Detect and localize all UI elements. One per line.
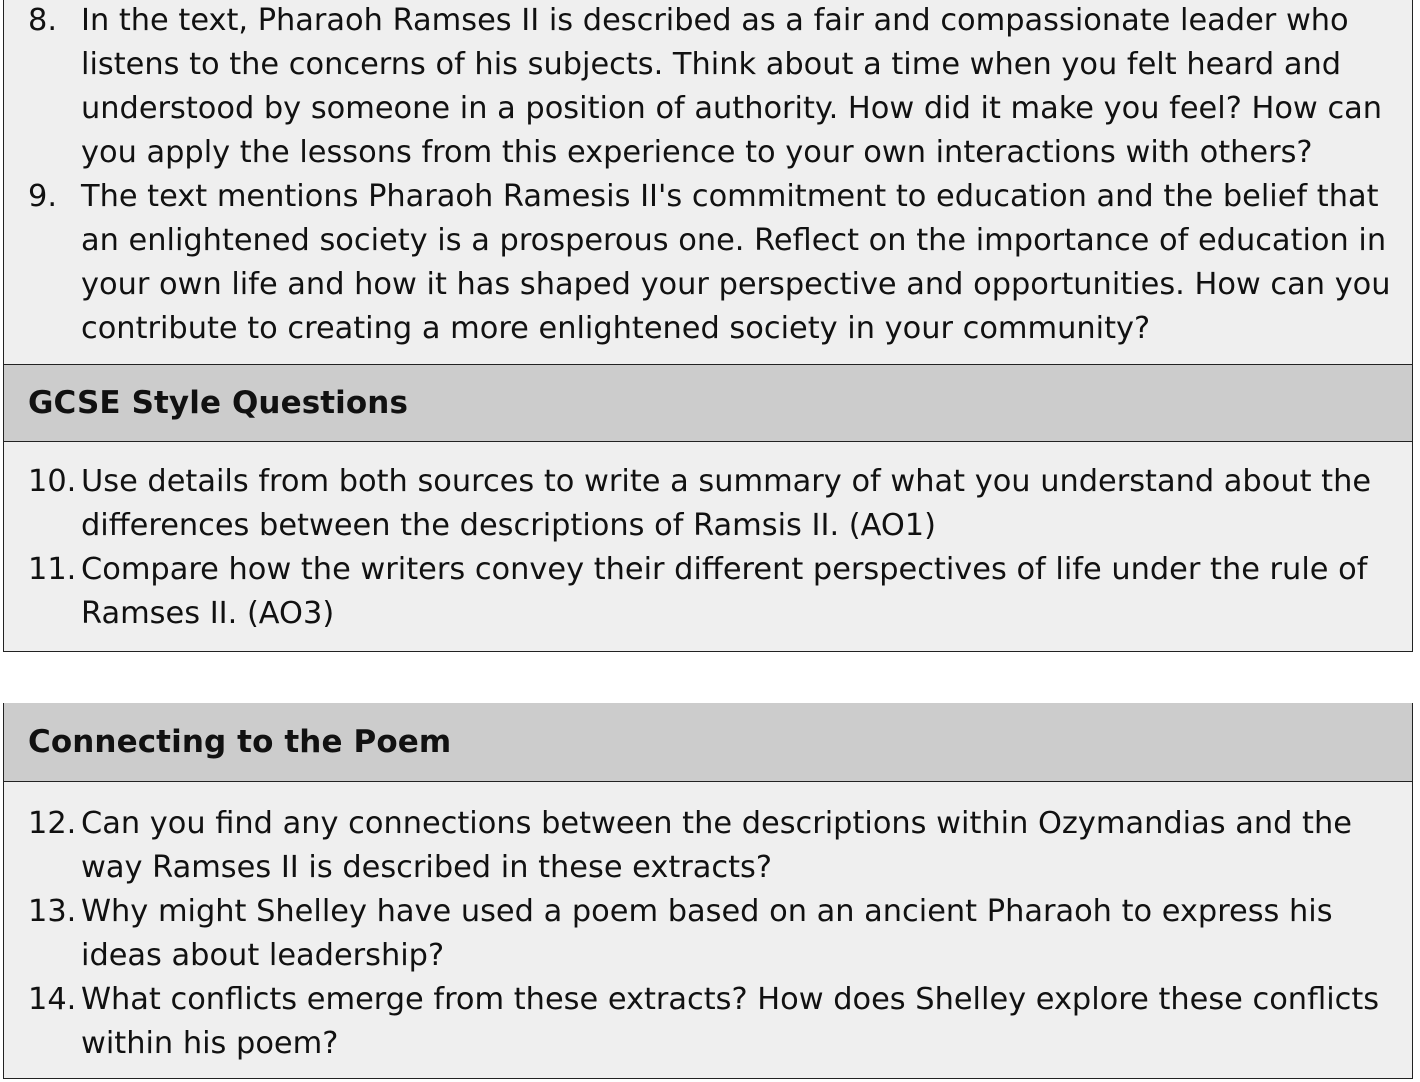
- poem-section-header: [4, 703, 1412, 782]
- question-item: [4, 890, 1412, 978]
- question-text: What conflicts emerge from these extracts? How does Shelley explore these conflicts within his poem?: [81, 982, 1380, 1061]
- poem-section-title: Connecting to the Poem: [28, 723, 452, 760]
- questions-box-poem: [3, 703, 1413, 1079]
- question-text: Why might Shelley have used a poem based on an ancient Pharaoh to express his ideas about leadership?: [81, 894, 1333, 973]
- question-number: 14.: [28, 982, 77, 1017]
- gcse-section-title: GCSE Style Questions: [28, 385, 409, 421]
- question-number: 11.: [28, 552, 77, 587]
- question-number: 10.: [28, 464, 77, 499]
- question-number: 9.: [28, 179, 57, 214]
- question-item: [4, 460, 1412, 548]
- question-text: Use details from both sources to write a summary of what you understand about the differences between the descriptions of Ramsis II. (AO1): [81, 464, 1372, 543]
- question-number: 13.: [28, 894, 77, 929]
- question-item: [4, 0, 1412, 175]
- question-item: [4, 978, 1412, 1066]
- gcse-question-list: [4, 460, 1412, 636]
- gcse-section-header: [4, 364, 1412, 442]
- question-text: Compare how the writers convey their different perspectives of life under the rule of Ramses II. (AO3): [81, 552, 1368, 631]
- question-item: [4, 802, 1412, 890]
- poem-question-list: [4, 802, 1412, 1066]
- question-item: [4, 175, 1412, 351]
- question-number: 8.: [28, 3, 57, 38]
- question-number: 12.: [28, 806, 77, 841]
- reflection-question-list: [4, 0, 1412, 351]
- question-text: In the text, Pharaoh Ramses II is described as a fair and compassionate leader who listens to the concerns of his subjects. Think about a time when you felt heard and understood by someone in a position of authority. How did it make you feel? How can you apply the lessons from this experience to your own interactions with others?: [81, 3, 1383, 170]
- question-item: [4, 548, 1412, 636]
- question-text: Can you find any connections between the descriptions within Ozymandias and the way Ramses II is described in these extracts?: [81, 806, 1352, 885]
- questions-box-top: [3, 0, 1413, 652]
- question-text: The text mentions Pharaoh Ramesis II's commitment to education and the belief that an enlightened society is a prosperous one. Reflect on the importance of education in your own life and how it has shaped your perspective and opportunities. How can you contribute to creating a more enlightened society in your community?: [81, 179, 1391, 346]
